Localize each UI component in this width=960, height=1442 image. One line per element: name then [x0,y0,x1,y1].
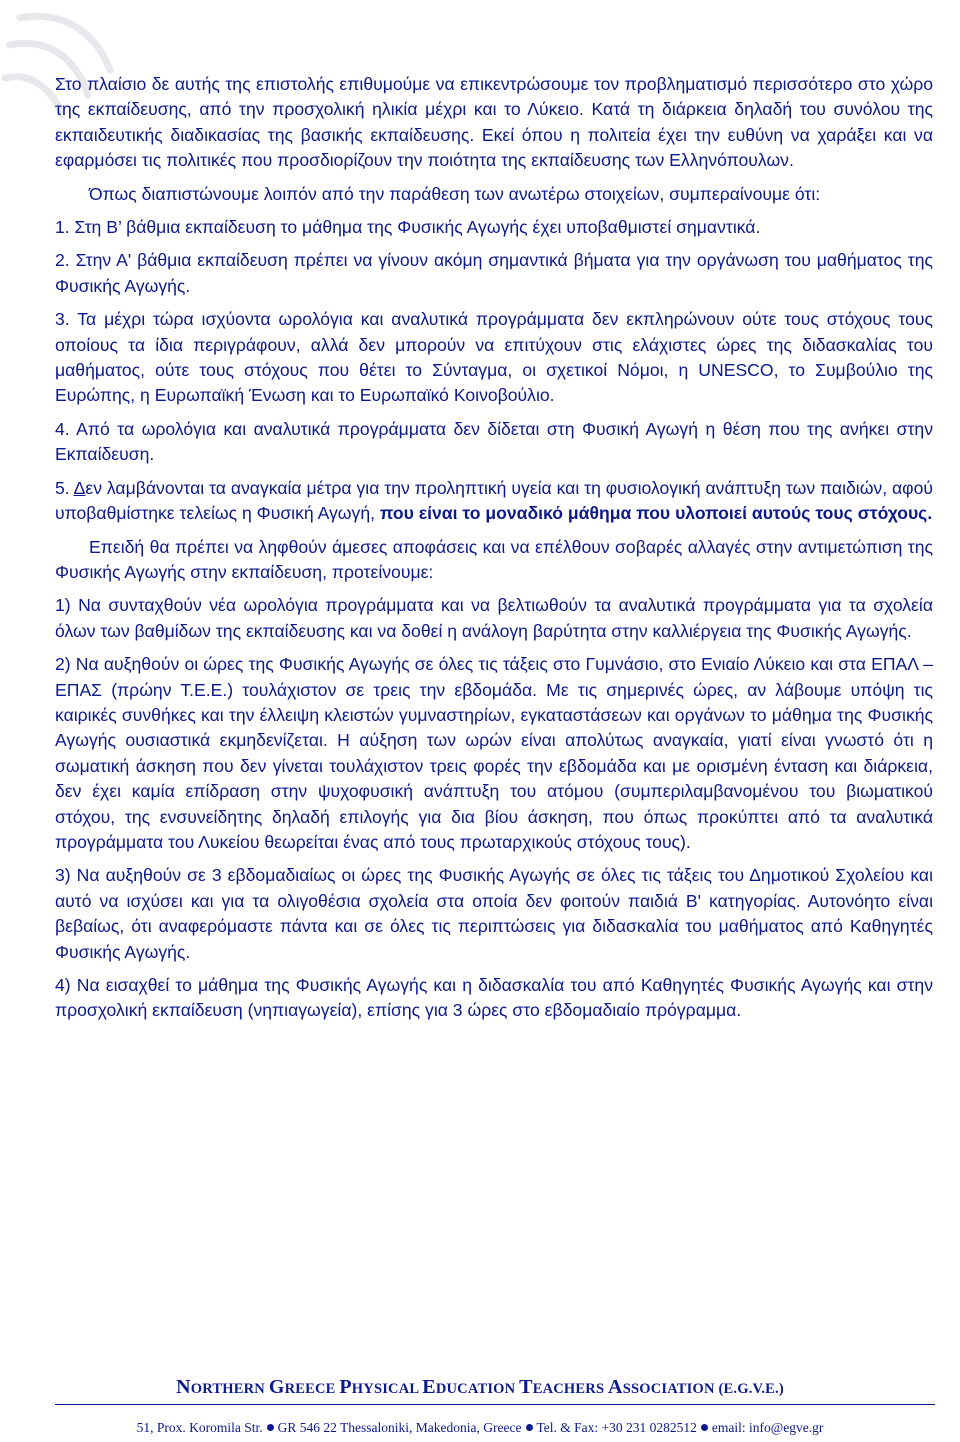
footer-organization-name [0,1376,960,1399]
address-phone: Tel. & Fax: +30 231 0282512 [536,1420,697,1435]
conclusion-item-2: 2. Στην Α' βάθμια εκπαίδευση πρέπει να γίνουν ακόμη σημαντικά βήματα για την οργάνωση του μαθήματος της Φυσικής Αγωγής. [55,250,933,296]
bullet-dot-icon [267,1424,274,1431]
org-word: GREECE [268,1376,336,1398]
proposal-3: 3) Να αυξηθούν σε 3 εβδομαδιαίως οι ώρες της Φυσικής Αγωγής σε όλες τις τάξεις του Δημοτικού Σχολείου και αυτό να ισχύσει και για τα ολιγοθέσια σχολεία στα οποία δεν φοιτούν παιδιά Β' κατηγορίας. Αυτονόητο είναι βεβαίως, ότι αναφερόμαστε πάντα και σε όλες τις περιπτώσεις για διδασκαλία του μαθήματος από Καθηγητές Φυσικής Αγωγής. [55,865,933,962]
item-5-bold-text: που είναι το μοναδικό μάθημα που υλοποιεί αυτούς τους στόχους. [379,503,933,524]
proposal-1: 1) Να συνταχθούν νέα ωρολόγια προγράμματα και να βελτιωθούν τα αναλυτικά προγράμματα για τα σχολεία όλων των βαθμίδων της εκπαίδευσης και να δοθεί η ανάλογη βαρύτητα στην καλλιέργεια της Φυσικής Αγωγής. [55,595,933,641]
conclusion-item-1: 1. Στη Β’ βάθμια εκπαίδευση το μάθημα της Φυσικής Αγωγής έχει υποβαθμιστεί σημαντικά. [55,217,761,238]
conclusion-item-5 [55,476,933,527]
letter-body [55,72,933,1032]
proposal-4: 4) Να εισαχθεί το μάθημα της Φυσικής Αγωγής και η διδασκαλία του από Καθηγητές Φυσικής Αγωγής και στην προσχολική εκπαίδευση (νηπιαγωγεία), επίσης για 3 ώρες στο εβδομαδιαίο πρόγραμμα. [55,975,933,1021]
org-word: TEACHERS [519,1376,605,1398]
bullet-dot-icon [701,1424,708,1431]
org-word: ASSOCIATION [608,1376,715,1398]
intro-paragraph: Στο πλαίσιο δε αυτής της επιστολής επιθυμούμε να επικεντρώσουμε τον προβληματισμό περισσότερο στο χώρο της εκπαίδευσης, από την προσχολική ηλικία μέχρι και το Λύκειο. Κατά τη διάρκεια δηλαδή του συνόλου της εκπαιδευτικής διαδικασίας της βασικής εκπαίδευσης. Εκεί όπου η πολιτεία έχει την ευθύνη να χαράξει και να εφαρμόσει τις πολιτικές που προσδιορίζουν την ποιότητα της εκπαίδευσης των Ελληνόπουλων. [55,74,933,171]
conclusion-intro: Όπως διαπιστώνουμε λοιπόν από την παράθεση των ανωτέρω στοιχείων, συμπεραίνουμε ότι: [89,183,821,204]
address-city: GR 546 22 Thessaloniki, Makedonia, Greece [277,1420,522,1435]
org-word: PHYSICAL [339,1376,419,1398]
conclusion-item-4: 4. Από τα ωρολόγια και αναλυτικά προγράμματα δεν δίδεται στη Φυσική Αγωγή η θέση που της ανήκει στην Εκπαίδευση. [55,418,933,465]
footer-address [0,1420,960,1436]
proposal-2: 2) Να αυξηθούν οι ώρες της Φυσικής Αγωγής σε όλες τις τάξεις στο Γυμνάσιο, στο Ενιαίο Λύκειο και στα ΕΠΑΛ – ΕΠΑΣ (πρώην Τ.Ε.Ε.) τουλάχιστον σε τρεις την εβδομάδα. Με τις σημερινές ώρες, αν λάβουμε υπόψη τις καιρικές συνθήκες και την έλλειψη κλειστών γυμναστηρίων, εγκαταστάσεων και οργάνων το μάθημα της Φυσικής Αγωγής ουσιαστικά εκμηδενίζεται. Η αύξηση των ωρών είναι απολύτως αναγκαία, γιατί είναι γνωστό ότι η σωματική άσκηση που δεν γίνεται τουλάχιστον τρεις φορές την εβδομάδα και με ορισμένη ένταση και διάρκεια, δεν έχει καμία επίδραση στην ψυχοφυσική ανάπτυξη του ατόμου (συμπεριλαμβανομένου του βιωματικού στόχου, της ενσυνείδητης δηλαδή επιλογής για δια βίου άσκηση, που όπως προκύπτει από τα αναλυτικά προγράμματα του Λυκείου θεωρείται ένας από τους πρωταρχικούς στόχους τους). [55,654,933,852]
proposals-intro: Επειδή θα πρέπει να ληφθούν άμεσες αποφάσεις και να επέλθουν σοβαρές αλλαγές στην αντιμετώπιση της Φυσικής Αγωγής στην εκπαίδευση, προτείνουμε: [55,536,933,582]
address-street: 51, Prox. Koromila Str. [136,1420,263,1435]
conclusion-item-3: 3. Τα μέχρι τώρα ισχύοντα ωρολόγια και αναλυτικά προγράμματα δεν εκπληρώνουν ούτε τους στόχους τους οποίους τα ίδια περιγράφουν, αλλά δεν μπορούν να επιτύχουν στις ελάχιστες ώρες της διδασκαλίας του μαθήματος, ούτε τους στόχους που θέτει το Σύνταγμα, οι σχετικοί Νόμοι, η UNESCO, το Συμβούλιο της Ευρώπης, η Ευρωπαϊκή Ένωση και το Ευρωπαϊκό Κοινοβούλιο. [55,309,933,406]
org-abbreviation: (E.G.V.E.) [718,1381,784,1397]
org-word: EDUCATION [422,1376,516,1398]
bullet-dot-icon [526,1424,533,1431]
item-5-text: εν λαμβάνονται τα αναγκαία μέτρα για την προληπτική υγεία και τη φυσιολογική ανάπτυξη των παιδιών, αφού υποβαθμίστηκε τελείως η Φυσική Αγωγή, [55,477,933,524]
org-word: NORTHERN [176,1376,265,1398]
item-5-underlined-letter: Δ [73,477,86,498]
address-email: email: info@egve.gr [711,1420,824,1435]
item-5-number: 5. [55,477,74,498]
footer-divider [55,1404,935,1405]
